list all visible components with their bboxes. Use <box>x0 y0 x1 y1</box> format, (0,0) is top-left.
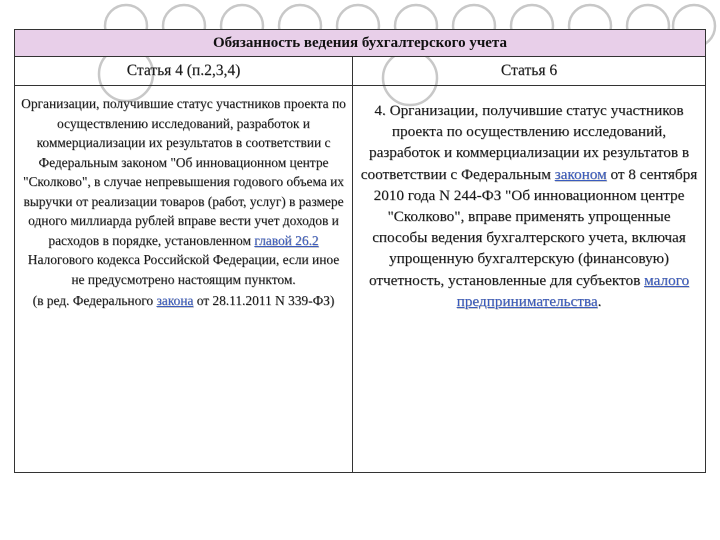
law-link[interactable]: законом <box>554 165 607 183</box>
article-4-paragraph: Организации, получившие статус участников проекта по осуществлению исследований, разработок и коммерциализации их результатов в соответствии с Федеральным законом "Об инновационном центре "Сколково", в случае непревышения годового объема их выручки от реализации товаров (работ, услуг) в размере одного миллиарда рублей вправе вести учет доходов и расходов в порядке, установленном главой 26.2 Налогового кодекса Российской Федерации, если иное не предусмотрено настоящим пунктом. <box>21 96 346 287</box>
amendment-note: (в ред. Федерального закона от 28.11.2011 N 339-ФЗ) <box>32 293 335 308</box>
chapter-26-2-link[interactable]: главой 26.2 <box>254 232 319 248</box>
comparison-table <box>14 29 706 473</box>
left-column-text <box>15 86 353 472</box>
small-business-link[interactable]: малого предпринимательства <box>456 271 690 310</box>
table-header <box>15 30 705 57</box>
article-6-paragraph: 4. Организации, получившие статус участников проекта по осуществлению исследований, разработок и коммерциализации их результатов в соответствии с Федеральным законом от 8 сентября 2010 года N 244-ФЗ "Об инновационном центре "Сколково", вправе применять упрощенные способы ведения бухгалтерского учета, включая упрощенную бухгалтерскую (финансовую) отчетность, установленные для субъектов малого предпринимательства. <box>360 102 698 310</box>
federal-law-link[interactable]: закона <box>156 293 194 308</box>
table-title: Обязанность ведения бухгалтерского учета <box>212 34 507 51</box>
right-column-text <box>353 86 705 472</box>
left-column-heading: Статья 4 (п.2,3,4) <box>15 57 353 86</box>
right-column-heading: Статья 6 <box>353 57 705 86</box>
